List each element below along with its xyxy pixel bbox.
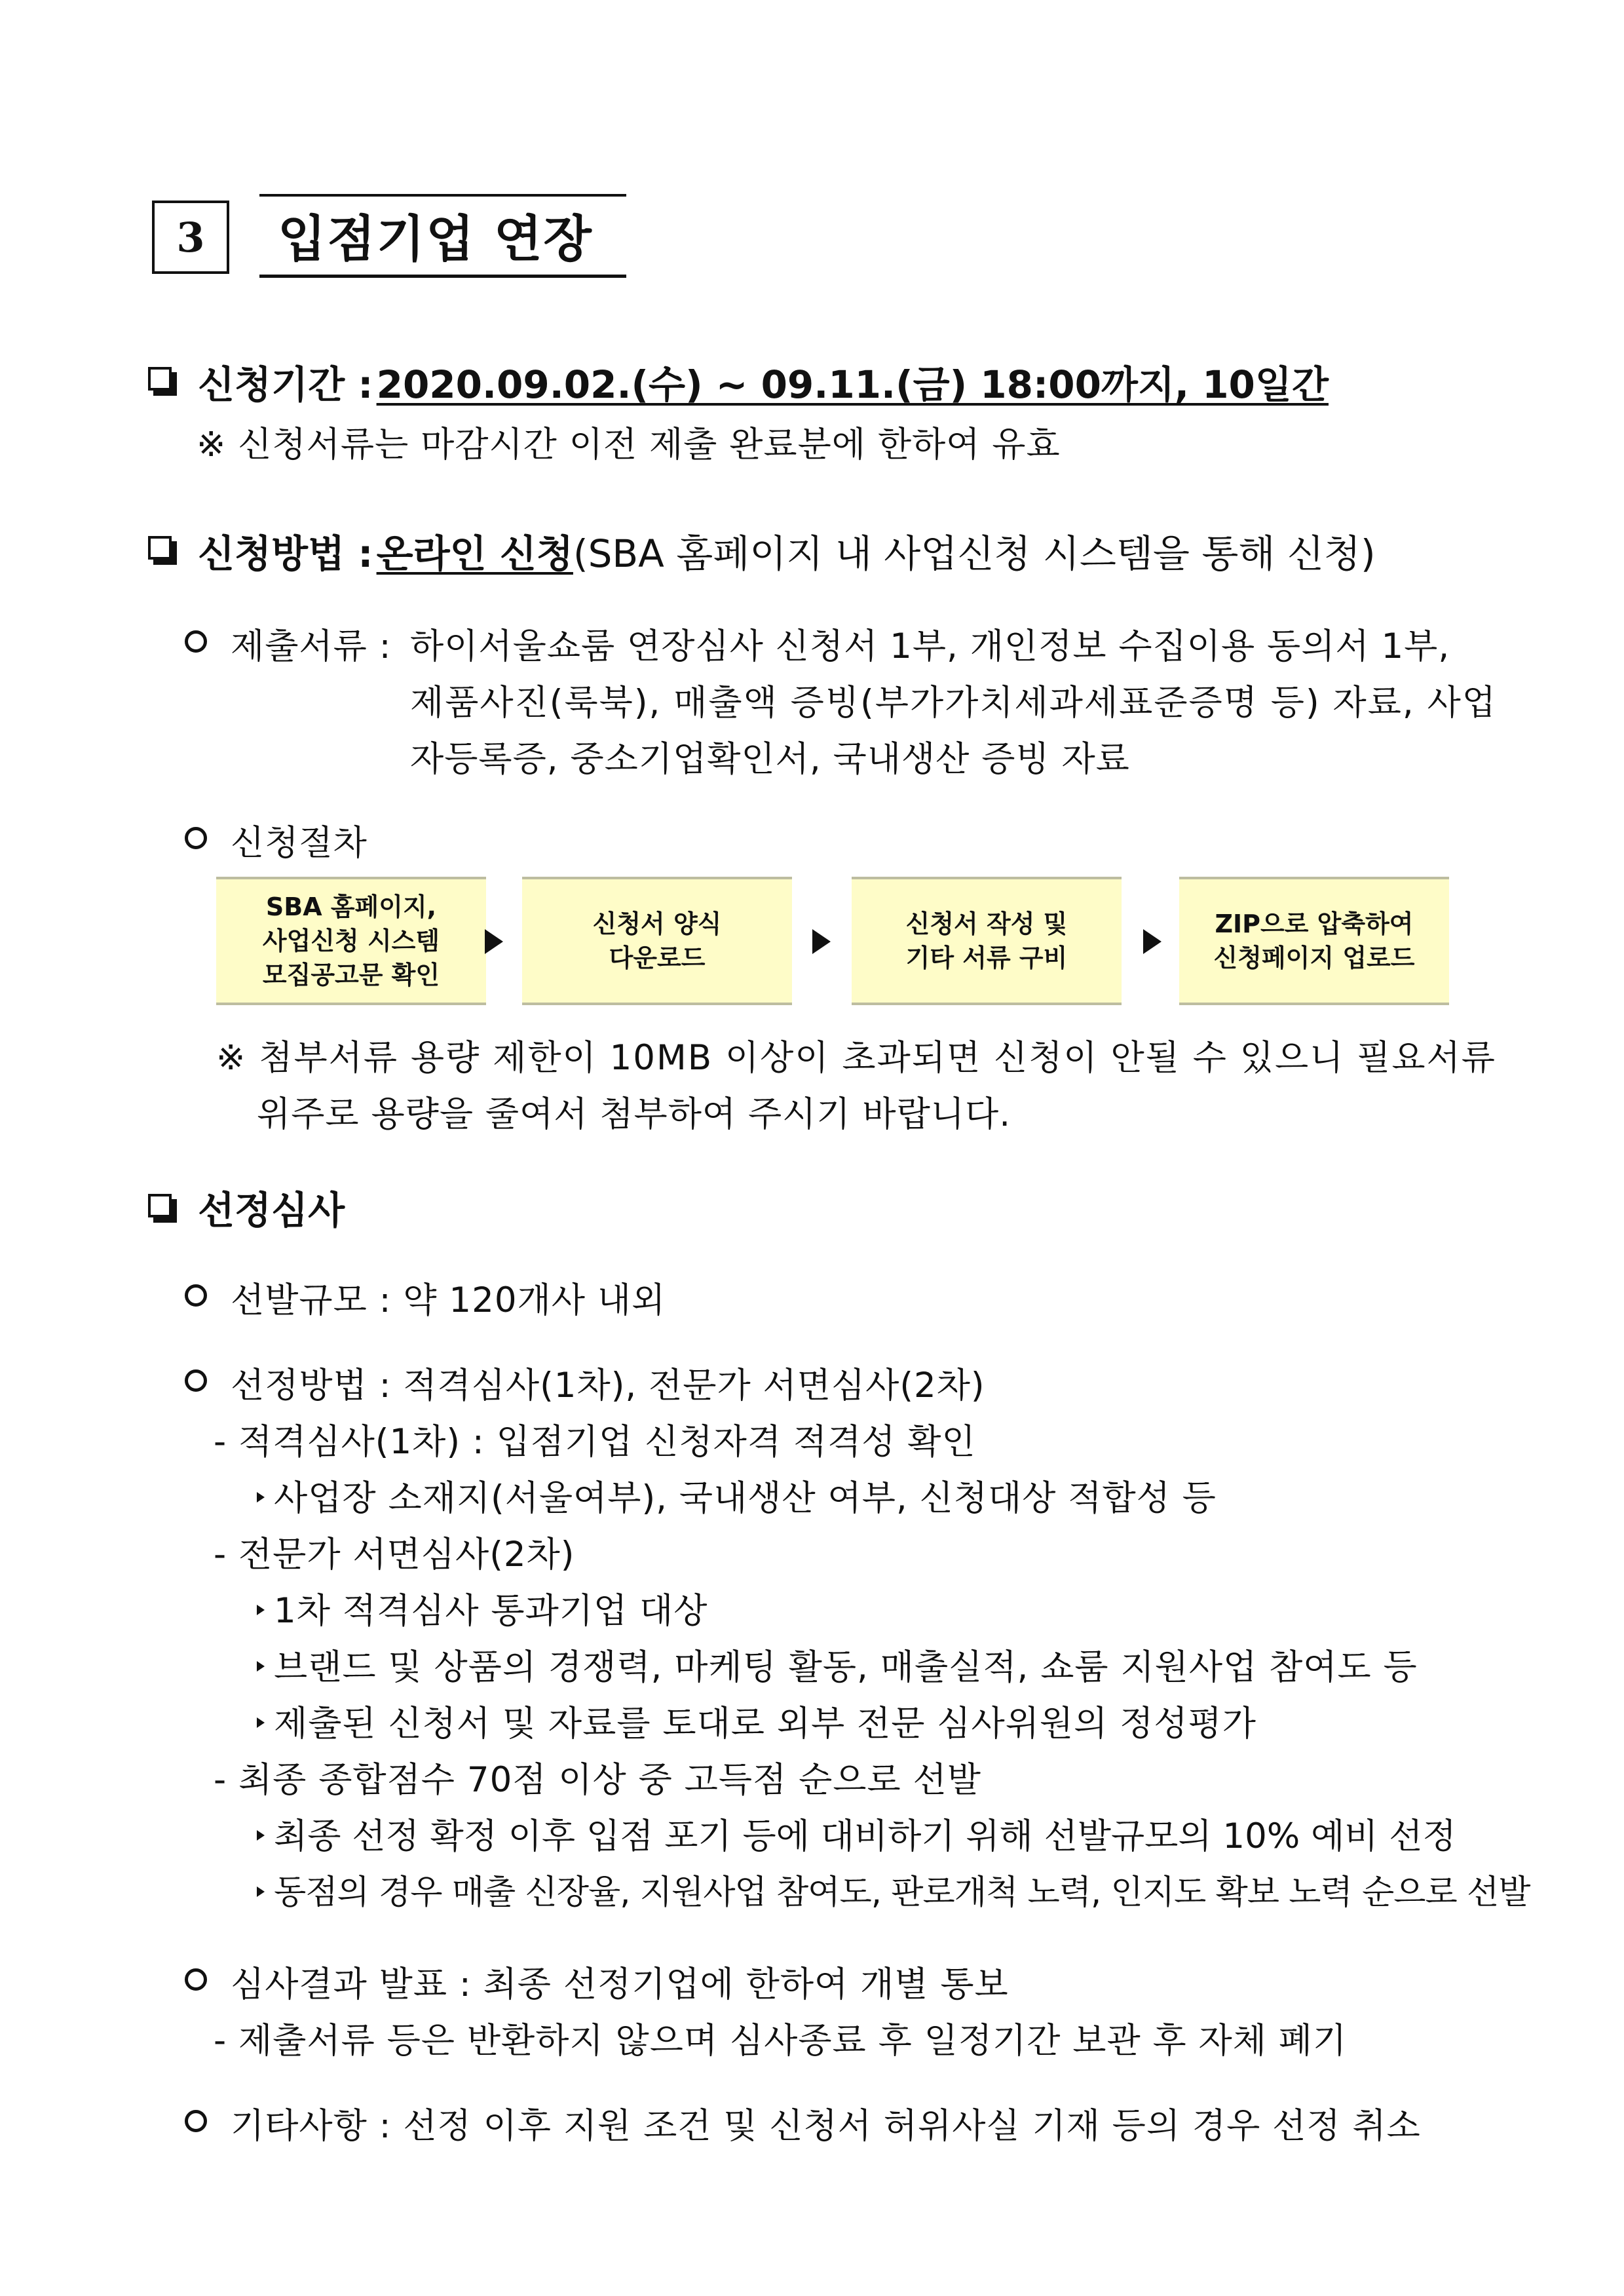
period-label: 신청기간 : — [198, 362, 373, 407]
period-value: 2020.09.02.(수) ~ 09.11.(금) 18:00까지, 10일간 — [376, 362, 1329, 407]
square-bullet-icon — [148, 1194, 172, 1217]
method-detail: (SBA 홈페이지 내 사업신청 시스템을 통해 신청) — [573, 531, 1376, 576]
selection-stage-3: - 최종 종합점수 70점 이상 중 고득점 순으로 선발 — [214, 1760, 981, 1800]
selection-method: 선정방법 : 적격심사(1차), 전문가 서면심사(2차) — [231, 1366, 985, 1406]
arrow-right-icon — [812, 929, 831, 954]
arrow-right-icon — [485, 929, 503, 954]
method-value: 온라인 신청 — [376, 531, 573, 576]
circle-bullet-icon — [185, 1968, 207, 1991]
process-step: SBA 홈페이지, 사업신청 시스템 모집공고문 확인 — [216, 877, 486, 1005]
square-bullet-icon — [148, 367, 172, 391]
period-note: ※ 신청서류는 마감시간 이전 제출 완료분에 한하여 유효 — [197, 425, 1061, 465]
docs-line: 하이서울쇼룸 연장심사 신청서 1부, 개인정보 수집이용 동의서 1부, — [410, 626, 1450, 666]
list-item: 최종 선정 확정 이후 입점 포기 등에 대비하기 위해 선발규모의 10% 예비 선정 — [257, 1808, 1456, 1858]
circle-bullet-icon — [185, 2110, 207, 2132]
list-item: 1차 적격심사 통과기업 대상 — [257, 1583, 708, 1633]
process-step: 신청서 작성 및 기타 서류 구비 — [852, 877, 1122, 1005]
triangle-bullet-icon — [257, 1661, 265, 1672]
triangle-bullet-icon — [257, 1886, 265, 1897]
selection-other: 기타사항 : 선정 이후 지원 조건 및 신청서 허위사실 기재 등의 경우 선정 취소 — [231, 2106, 1421, 2146]
process-step: ZIP으로 압축하여 신청페이지 업로드 — [1179, 877, 1449, 1005]
circle-bullet-icon — [185, 827, 207, 849]
docs-line: 제품사진(룩북), 매출액 증빙(부가가치세과세표준증명 등) 자료, 사업 — [410, 683, 1497, 723]
selection-heading: 선정심사 — [198, 1188, 345, 1233]
docs-line: 자등록증, 중소기업확인서, 국내생산 증빙 자료 — [410, 739, 1130, 779]
square-bullet-icon — [148, 536, 172, 560]
list-item: 브랜드 및 상품의 경쟁력, 마케팅 활동, 매출실적, 쇼룸 지원사업 참여도 등 — [257, 1639, 1418, 1689]
circle-bullet-icon — [185, 630, 207, 653]
attach-note: ※ 첨부서류 용량 제한이 10MB 이상이 초과되면 신청이 안될 수 있으니 필요서류 — [216, 1038, 1496, 1078]
triangle-bullet-icon — [257, 1492, 265, 1502]
docs-label: 제출서류 : — [231, 626, 392, 666]
section-title: 입점기업 연장 — [278, 210, 593, 268]
selection-stage-2: - 전문가 서면심사(2차) — [214, 1535, 575, 1575]
selection-result-note: - 제출서류 등은 반환하지 않으며 심사종료 후 일정기간 보관 후 자체 폐기 — [214, 2021, 1348, 2061]
triangle-bullet-icon — [257, 1717, 265, 1728]
selection-stage-1: - 적격심사(1차) : 입점기업 신청자격 적격성 확인 — [214, 1422, 976, 1462]
method-heading — [198, 523, 1376, 578]
triangle-bullet-icon — [257, 1605, 265, 1615]
circle-bullet-icon — [185, 1369, 207, 1392]
procedure-label: 신청절차 — [231, 823, 368, 863]
section-number: 3 — [152, 201, 229, 274]
method-label: 신청방법 : — [198, 531, 373, 576]
list-item: 사업장 소재지(서울여부), 국내생산 여부, 신청대상 적합성 등 — [257, 1470, 1217, 1520]
list-item: 제출된 신청서 및 자료를 토대로 외부 전문 심사위원의 정성평가 — [257, 1696, 1256, 1746]
selection-scale: 선발규모 : 약 120개사 내외 — [231, 1280, 666, 1320]
period-heading — [198, 354, 1329, 409]
arrow-right-icon — [1143, 929, 1161, 954]
selection-result: 심사결과 발표 : 최종 선정기업에 한하여 개별 통보 — [231, 1964, 1009, 2004]
process-step: 신청서 양식 다운로드 — [522, 877, 792, 1005]
list-item: 동점의 경우 매출 신장율, 지원사업 참여도, 판로개척 노력, 인지도 확보 노력 순으로 선발 — [257, 1865, 1530, 1913]
triangle-bullet-icon — [257, 1830, 265, 1841]
circle-bullet-icon — [185, 1284, 207, 1307]
attach-note: 위주로 용량을 줄여서 첨부하여 주시기 바랍니다. — [257, 1094, 1011, 1134]
